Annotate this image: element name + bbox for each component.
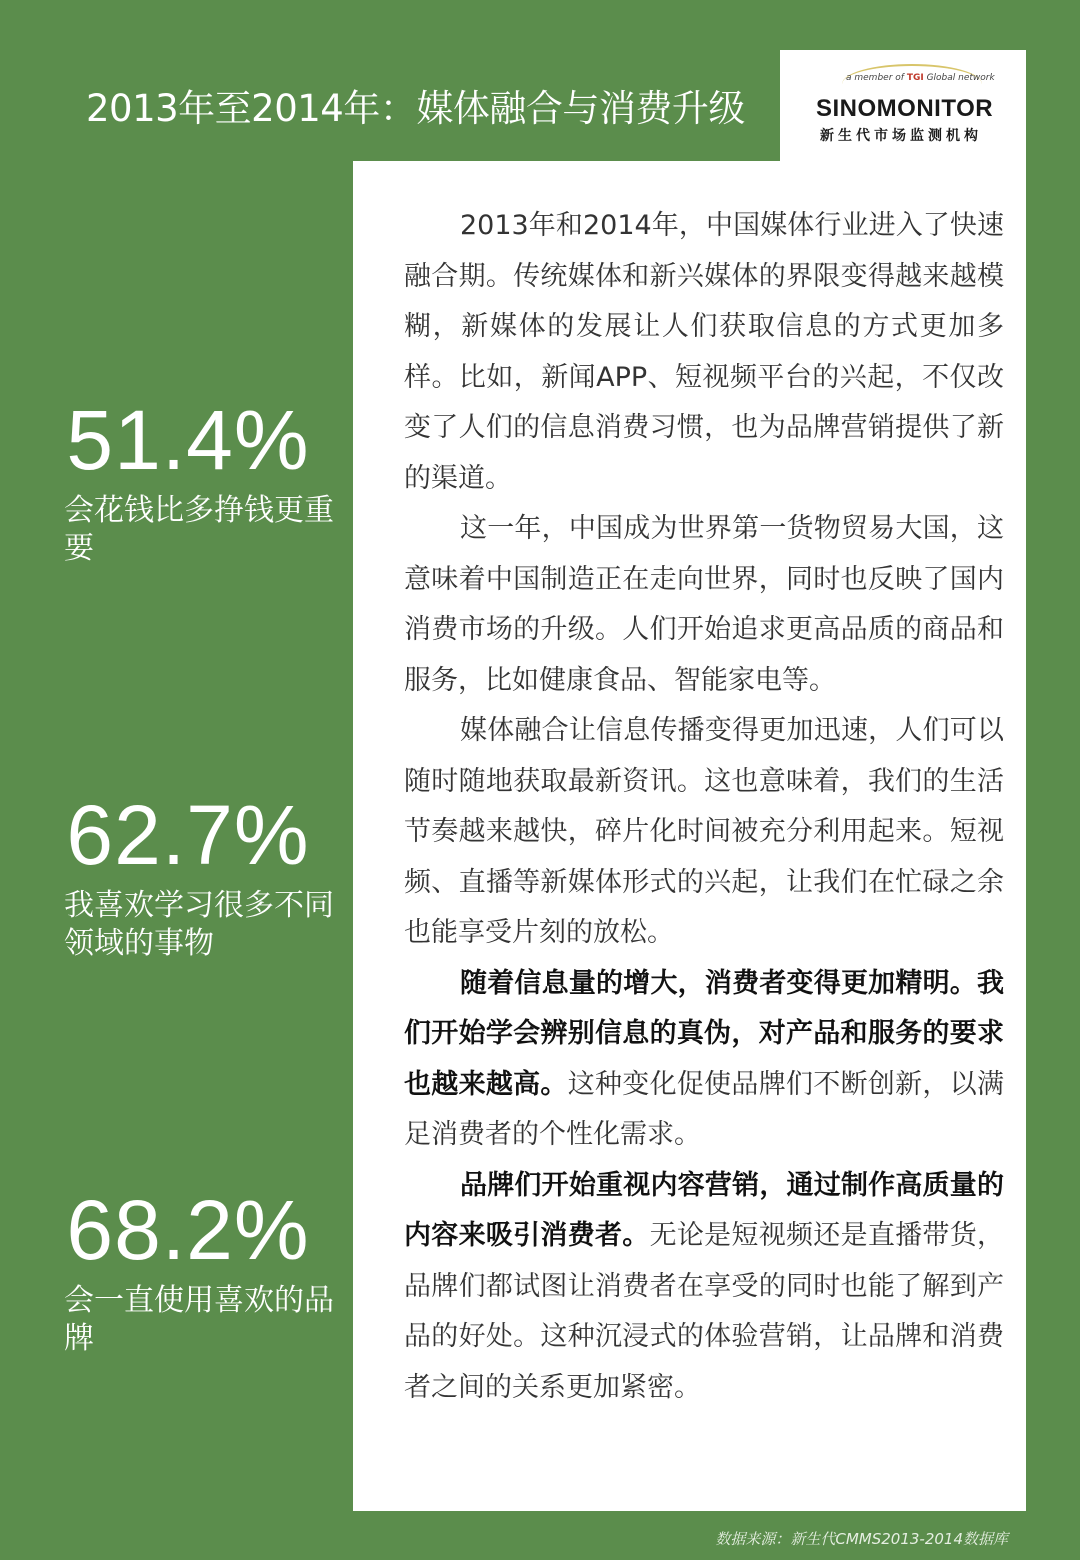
logo-member-line [846,73,995,83]
article-body [404,201,1004,1413]
paragraph-emphasis: 品牌们开始重视内容营销，通过制作高质量的内容来吸引消费者。 [404,1169,1004,1251]
paragraph: 2013年和2014年，中国媒体行业进入了快速融合期。传统媒体和新兴媒体的界限变得越来越模糊，新媒体的发展让人们获取信息的方式更加多样。比如，新闻APP、短视频平台的兴起，不仅改变了人们的信息消费习惯，也为品牌营销提供了新的渠道。 [404,210,1004,494]
paragraph [404,1161,1004,1414]
stat-value: 62.7% [66,788,310,882]
content-panel [353,161,1026,1511]
paragraph-text: 这种变化促使品牌们不断创新，以满足消费者的个性化需求。 [404,1068,1005,1150]
stat-value: 68.2% [66,1183,310,1277]
paragraph: 媒体融合让信息传播变得更加迅速，人们可以随时随地获取最新资讯。这也意味着，我们的生活节奏越来越快，碎片化时间被充分利用起来。短视频、直播等新媒体形式的兴起，让我们在忙碌之余也能享受片刻的放松。 [404,715,1004,948]
logo-member-suffix: Global network [926,73,995,83]
stat-label: 我喜欢学习很多不同领域的事物 [64,888,334,961]
logo-member-prefix: a member of [846,73,904,83]
paragraph-emphasis: 随着信息量的增大，消费者变得更加精明。我们开始学会辨别信息的真伪，对产品和服务的要求也越来越高。 [404,967,1004,1100]
stat-value: 51.4% [66,393,310,487]
stat-label: 会一直使用喜欢的品牌 [64,1283,334,1356]
stat-block [64,787,334,963]
paragraph: 这一年，中国成为世界第一货物贸易大国，这意味着中国制造正在走向世界，同时也反映了国内消费市场的升级。人们开始追求更高品质的商品和服务，比如健康食品、智能家电等。 [404,513,1004,696]
stat-label: 会花钱比多挣钱更重要 [64,493,334,566]
data-source-note: 数据来源：新生代CMMS2013-2014数据库 [715,1530,1008,1548]
logo-subtitle: 新生代市场监测机构 [820,128,982,144]
logo-member-brand: TGI [906,73,924,83]
sinomonitor-logo [780,50,1026,161]
page-title: 2013年至2014年：媒体融合与消费升级 [86,87,745,130]
paragraph-text: 无论是短视频还是直播带货，品牌们都试图让消费者在享受的同时也能了解到产品的好处。这种沉浸式的体验营销，让品牌和消费者之间的关系更加紧密。 [404,1220,1005,1403]
logo-name: SINOMONITOR [816,95,994,122]
stat-block [64,392,334,568]
paragraph [404,959,1004,1161]
stat-block [64,1182,334,1358]
